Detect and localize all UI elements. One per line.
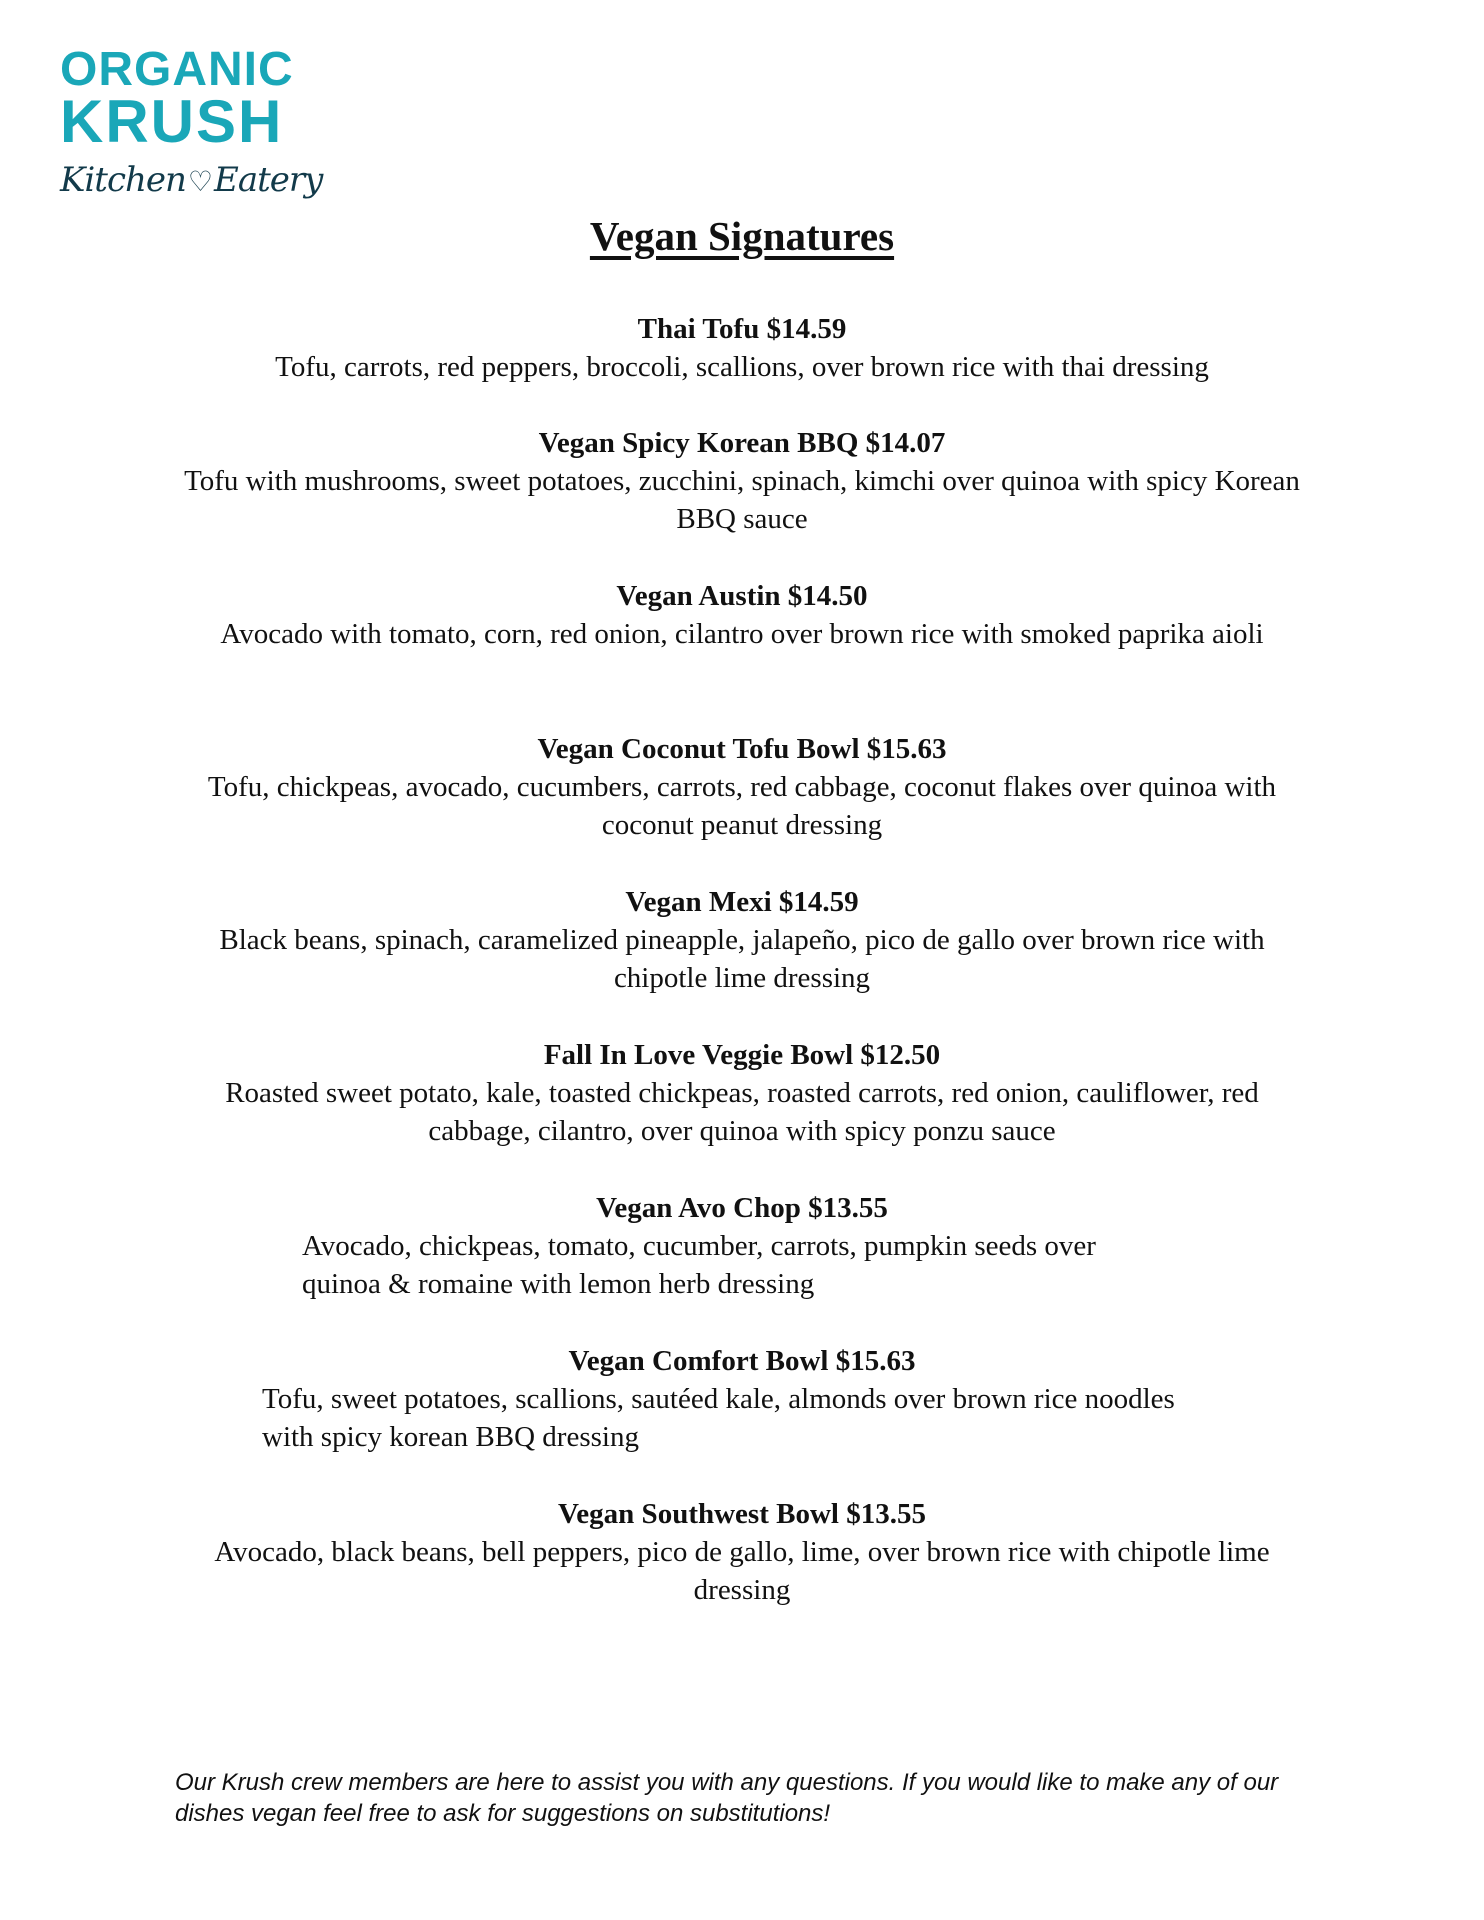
menu-item (0, 1342, 1484, 1456)
menu-item-description: Tofu, sweet potatoes, scallions, sautéed kale, almonds over brown rice noodles with spicy korean BBQ dressing (262, 1383, 1175, 1453)
logo-script-eatery: Eatery (214, 160, 323, 200)
logo-word-krush: KRUSH (60, 88, 284, 155)
menu-item-description: Tofu with mushrooms, sweet potatoes, zucchini, spinach, kimchi over quinoa with spicy Korean BBQ sauce (184, 465, 1300, 535)
menu-item (0, 577, 1484, 653)
menu-item (0, 1495, 1484, 1609)
menu-title: Vegan Signatures (589, 213, 895, 259)
menu-item-name: Vegan Spicy Korean BBQ $14.07 (538, 427, 946, 459)
menu-item (0, 1036, 1484, 1150)
heart-icon: ♡ (187, 165, 213, 198)
menu-item (0, 424, 1484, 538)
menu-item-description: Avocado, chickpeas, tomato, cucumber, carrots, pumpkin seeds over quinoa & romaine with lemon herb dressing (302, 1230, 1096, 1300)
menu-item-description: Avocado, black beans, bell peppers, pico de gallo, lime, over brown rice with chipotle lime dressing (214, 1536, 1270, 1606)
menu-item-description: Avocado with tomato, corn, red onion, cilantro over brown rice with smoked paprika aioli (220, 618, 1264, 650)
logo-word-organic: ORGANIC (60, 43, 294, 96)
menu-item-name: Fall In Love Veggie Bowl $12.50 (543, 1039, 941, 1071)
menu-item (0, 883, 1484, 997)
menu-item (0, 730, 1484, 844)
menu-item (0, 310, 1484, 386)
menu-item-name: Vegan Mexi $14.59 (625, 886, 859, 918)
menu-item-name: Vegan Austin $14.50 (616, 580, 868, 612)
menu-item-description: Tofu, chickpeas, avocado, cucumbers, carrots, red cabbage, coconut flakes over quinoa with coconut peanut dressing (207, 771, 1277, 841)
brand-logo (60, 43, 323, 206)
menu-item-description: Tofu, carrots, red peppers, broccoli, scallions, over brown rice with thai dressing (275, 351, 1209, 383)
menu-item-name: Vegan Comfort Bowl $15.63 (568, 1345, 916, 1377)
menu-item-name: Thai Tofu $14.59 (637, 313, 847, 345)
logo-script (60, 160, 323, 200)
logo-script-kitchen: Kitchen (60, 160, 186, 200)
menu-item-name: Vegan Avo Chop $13.55 (596, 1192, 888, 1224)
footer-note: Our Krush crew members are here to assist you with any questions. If you would like to make any of our dishes vegan feel free to ask for suggestions on substitutions! (175, 1769, 1279, 1827)
menu-item-description: Roasted sweet potato, kale, toasted chickpeas, roasted carrots, red onion, cauliflower, red cabbage, cilantro, over quinoa with spicy ponzu sauce (225, 1077, 1259, 1147)
menu-item-description: Black beans, spinach, caramelized pineapple, jalapeño, pico de gallo over brown rice with chipotle lime dressing (219, 924, 1265, 994)
menu-item (0, 1189, 1484, 1303)
menu-item-name: Vegan Southwest Bowl $13.55 (558, 1498, 926, 1530)
menu-item-name: Vegan Coconut Tofu Bowl $15.63 (537, 733, 947, 765)
